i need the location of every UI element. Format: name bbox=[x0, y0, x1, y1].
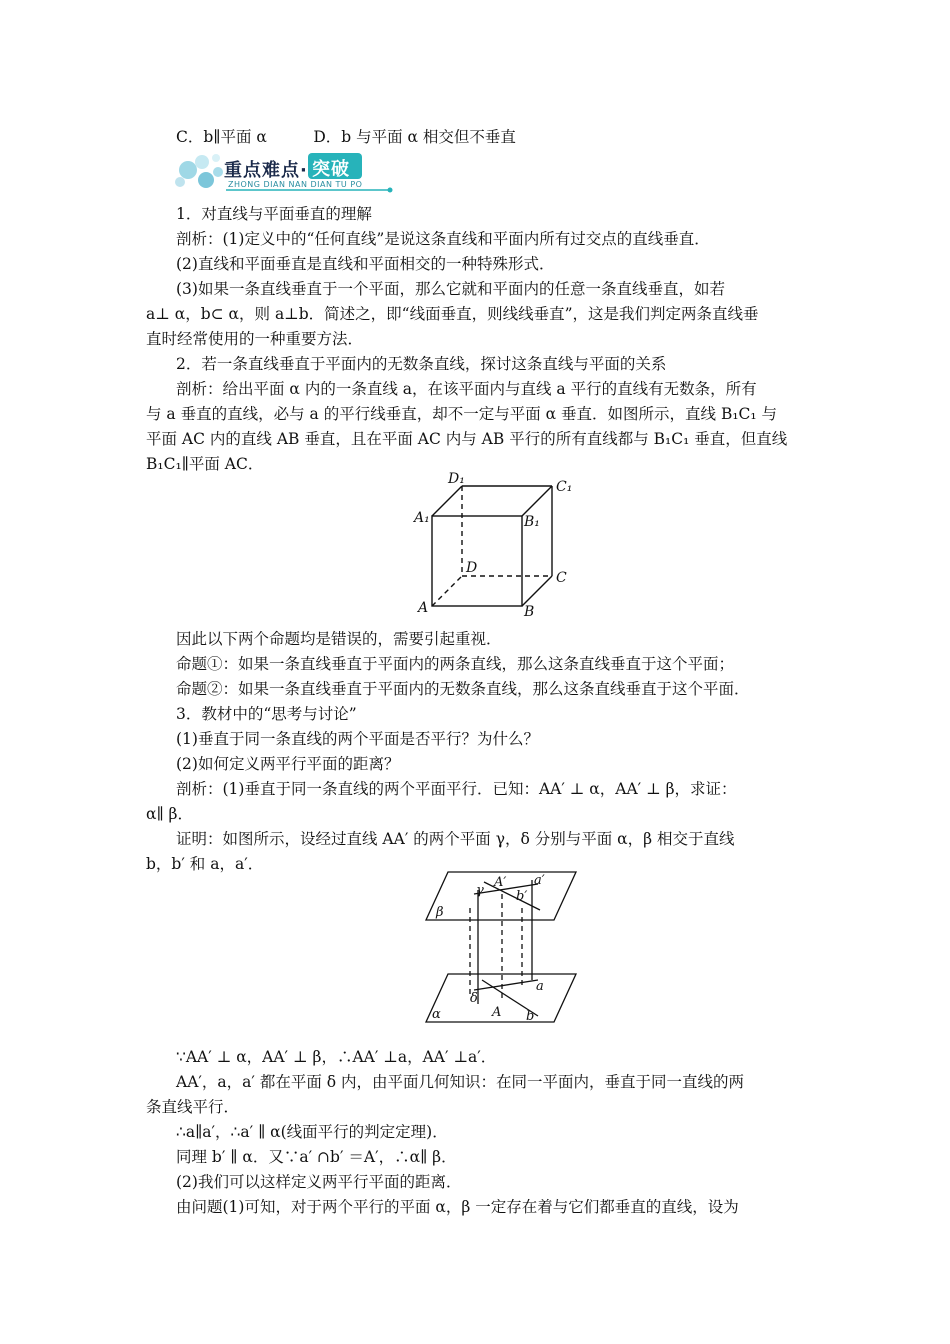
paragraph-line: b，b′ 和 a，a′． bbox=[146, 855, 264, 873]
paragraph-line: a⊥ α，b⊂ α，则 a⊥b．简述之，即“线面垂直，则线线垂直”，这是我们判定两条直线垂 bbox=[146, 305, 759, 323]
label-A-point: A bbox=[492, 1005, 502, 1020]
paragraph-line: (2)直线和平面垂直是直线和平面相交的一种特殊形式． bbox=[176, 255, 555, 273]
paragraph-line: 命题②：如果一条直线垂直于平面内的无数条直线，那么这条直线垂直于这个平面． bbox=[176, 680, 750, 698]
label-b-prime: b′ bbox=[516, 889, 528, 904]
banner-underline bbox=[172, 150, 398, 194]
parallel-planes-figure bbox=[422, 868, 582, 1028]
paragraph-line: 剖析：(1)垂直于同一条直线的两个平面平行．已知：AA′ ⊥ α，AA′ ⊥ β，求证： bbox=[176, 780, 737, 798]
label-b: b bbox=[526, 1009, 535, 1024]
label-D1: D₁ bbox=[448, 471, 465, 487]
paragraph-line: 剖析：(1)定义中的“任何直线”是说这条直线和平面内所有过交点的直线垂直． bbox=[176, 230, 710, 248]
heading-2: 2．若一条直线垂直于平面内的无数条直线，探讨这条直线与平面的关系 bbox=[176, 355, 667, 373]
paragraph-line: 因此以下两个命题均是错误的，需要引起重视． bbox=[176, 630, 502, 648]
label-beta: β bbox=[436, 905, 444, 920]
paragraph-line: (3)如果一条直线垂直于一个平面，那么它就和平面内的任意一条直线垂直，如若 bbox=[176, 280, 725, 298]
label-D: D bbox=[466, 560, 478, 576]
paragraph-line: 与 a 垂直的直线，必与 a 的平行线垂直，却不一定与平面 α 垂直．如图所示，直线 B₁C₁ 与 bbox=[146, 405, 778, 423]
paragraph-line: 由问题(1)可知，对于两个平行的平面 α，β 一定存在着与它们都垂直的直线，设为 bbox=[176, 1198, 739, 1216]
paragraph-line: 条直线平行． bbox=[146, 1098, 240, 1116]
paragraph-line: ∵AA′ ⊥ α，AA′ ⊥ β，∴AA′ ⊥a，AA′ ⊥a′． bbox=[176, 1048, 497, 1066]
cube-figure bbox=[410, 470, 573, 620]
paragraph-line: (2)如何定义两平行平面的距离？ bbox=[176, 755, 400, 773]
label-C1: C₁ bbox=[556, 479, 573, 495]
banner-title: 重点难点· bbox=[224, 160, 308, 181]
label-gamma: γ bbox=[476, 883, 484, 898]
label-A-prime: A′ bbox=[494, 875, 507, 890]
banner-highlight: 突破 bbox=[312, 159, 350, 180]
paragraph-line: 证明：如图所示，设经过直线 AA′ 的两个平面 γ，δ 分别与平面 α，β 相交于直线 bbox=[176, 830, 735, 848]
paragraph-line: 剖析：给出平面 α 内的一条直线 a，在该平面内与直线 a 平行的直线有无数条，所有 bbox=[176, 380, 757, 398]
paragraph-line: AA′，a，a′ 都在平面 δ 内，由平面几何知识：在同一平面内，垂直于同一直线的两 bbox=[176, 1073, 745, 1091]
label-a-prime: a′ bbox=[534, 873, 545, 888]
label-a: a bbox=[536, 979, 544, 994]
label-delta: δ bbox=[470, 991, 478, 1006]
paragraph-line: α∥ β． bbox=[146, 805, 194, 823]
paragraph-line: 直时经常使用的一种重要方法． bbox=[146, 330, 364, 348]
option-line: C．b∥平面 α D．b 与平面 α 相交但不垂直 bbox=[176, 128, 516, 146]
paragraph-line: 命题①：如果一条直线垂直于平面内的两条直线，那么这条直线垂直于这个平面； bbox=[176, 655, 735, 673]
heading-3: 3．教材中的“思考与讨论” bbox=[176, 705, 357, 723]
label-B1: B₁ bbox=[524, 514, 540, 530]
paragraph-line: ∴a∥a′，∴a′ ∥ α(线面平行的判定定理)． bbox=[176, 1123, 448, 1141]
paragraph-line: 同理 b′ ∥ α．又∵a′ ∩b′ ＝A′，∴α∥ β． bbox=[176, 1148, 457, 1166]
paragraph-line: 平面 AC 内的直线 AB 垂直，且在平面 AC 内与 AB 平行的所有直线都与 B₁C₁ 垂直，但直线 bbox=[146, 430, 788, 448]
section-banner bbox=[172, 150, 398, 194]
banner-subtitle: ZHONG DIAN NAN DIAN TU PO bbox=[228, 180, 363, 189]
label-A1: A₁ bbox=[414, 510, 430, 526]
label-B: B bbox=[524, 604, 535, 620]
paragraph-line: (1)垂直于同一条直线的两个平面是否平行？为什么？ bbox=[176, 730, 539, 748]
heading-1: 1．对直线与平面垂直的理解 bbox=[176, 205, 372, 223]
label-A: A bbox=[418, 600, 429, 616]
label-alpha: α bbox=[432, 1007, 441, 1022]
paragraph-line: B₁C₁∥平面 AC． bbox=[146, 455, 264, 473]
paragraph-line: (2)我们可以这样定义两平行平面的距离． bbox=[176, 1173, 462, 1191]
label-C: C bbox=[556, 570, 567, 586]
